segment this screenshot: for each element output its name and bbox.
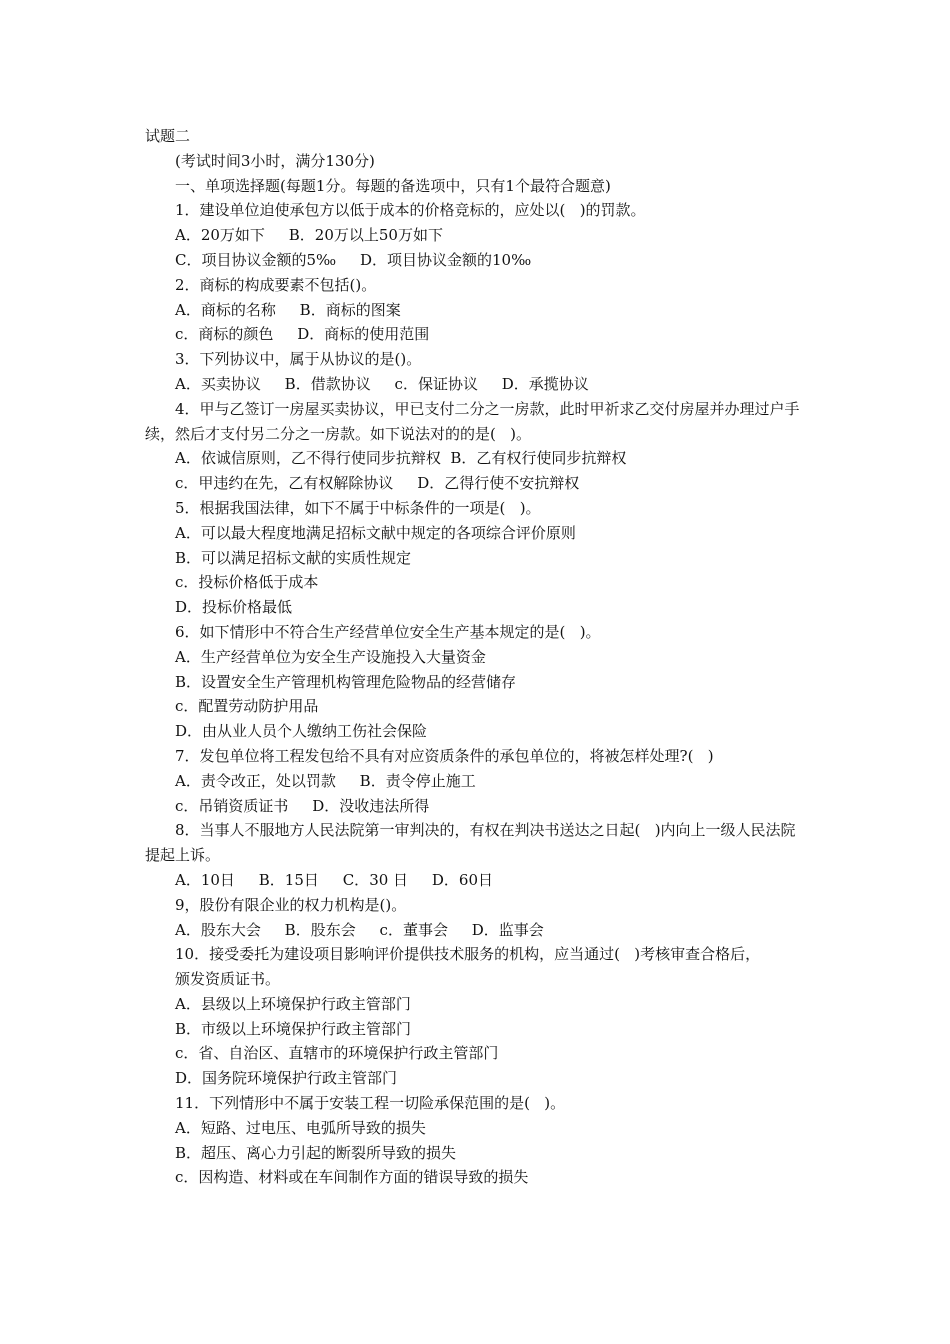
document-page <box>145 124 810 1190</box>
question-10-option-d: D．国务院环境保护行政主管部门 <box>175 1069 398 1088</box>
question-11-option-a: A．短路、过电压、电弧所导致的损失 <box>175 1118 426 1137</box>
question-11-option-b: B．超压、离心力引起的断裂所导致的损失 <box>175 1143 457 1162</box>
question-1-options-b: C．项目协议金额的5‰ D．项目协议金额的10‰ <box>175 250 532 269</box>
question-5-option-d: D．投标价格最低 <box>175 598 293 617</box>
question-2-options-a: A．商标的名称 B．商标的图案 <box>175 300 401 319</box>
question-6-option-d: D．由从业人员个人缴纳工伤社会保险 <box>175 722 428 741</box>
question-5: 5．根据我国法律，如下不属于中标条件的一项是( )。 <box>175 498 541 517</box>
doc-title: 试题二 <box>145 127 191 145</box>
question-2-options-b: c．商标的颜色 D．商标的使用范围 <box>175 325 430 344</box>
question-3-options: A．买卖协议 B．借款协议 c．保证协议 D．承揽协议 <box>175 374 589 393</box>
question-4-options-b: c．甲违约在先，乙有权解除协议 D．乙得行使不安抗辩权 <box>175 474 580 493</box>
question-5-option-b: B．可以满足招标文献的实质性规定 <box>175 548 412 567</box>
question-5-option-a: A．可以最大程度地满足招标文献中规定的各项综合评价原则 <box>175 523 576 542</box>
question-10-option-c: c．省、自治区、直辖市的环境保护行政主管部门 <box>175 1044 499 1063</box>
question-7-options-a: A．责令改正，处以罚款 B．责令停止施工 <box>175 771 476 790</box>
question-10: 10．接受委托为建设项目影响评价提供技术服务的机构，应当通过( )考核审查合格后， <box>175 945 761 964</box>
question-3: 3．下列协议中，属于从协议的是()。 <box>175 350 422 369</box>
question-6-option-b: B．设置安全生产管理机构管理危险物品的经营储存 <box>175 672 517 691</box>
section-heading: 一、单项选择题(每题1分。每题的备选项中，只有1个最符合题意) <box>175 176 611 195</box>
question-8-options: A．10日 B．15日 C．30 日 D．60日 <box>175 870 493 889</box>
question-1-options-a: A．20万如下 B．20万以上50万如下 <box>175 226 443 245</box>
question-2: 2．商标的构成要素不包括()。 <box>175 275 377 294</box>
question-6-option-c: c．配置劳动防护用品 <box>175 697 319 716</box>
exam-info: (考试时间3小时，满分130分) <box>175 151 375 170</box>
question-11-option-c: c．因构造、材料或在车间制作方面的错误导致的损失 <box>175 1168 529 1187</box>
question-10-option-a: A．县级以上环境保护行政主管部门 <box>175 994 411 1013</box>
question-6-option-a: A．生产经营单位为安全生产设施投入大量资金 <box>175 647 486 666</box>
question-11: 11．下列情形中不属于安装工程一切险承保范围的是( )。 <box>175 1094 566 1113</box>
question-9-options: A．股东大会 B．股东会 c．董事会 D．监事会 <box>175 920 544 939</box>
question-7-options-b: c．吊销资质证书 D．没收违法所得 <box>175 796 430 815</box>
question-4: 4．甲与乙签订一房屋买卖协议，甲已支付二分之一房款，此时甲祈求乙交付房屋并办理过户手续，然后才支付另二分之一房款。如下说法对的的是( )。 <box>145 399 800 443</box>
question-10-continued: 颁发资质证书。 <box>175 970 281 989</box>
question-8: 8．当事人不服地方人民法院第一审判决的，有权在判决书送达之日起( )内向上一级人民法院提起上诉。 <box>145 821 796 865</box>
question-7: 7．发包单位将工程发包给不具有对应资质条件的承包单位的，将被怎样处理?( ) <box>175 746 714 765</box>
question-6: 6．如下情形中不符合生产经营单位安全生产基本规定的是( )。 <box>175 622 601 641</box>
question-10-option-b: B．市级以上环境保护行政主管部门 <box>175 1019 412 1038</box>
question-4-options-a: A．依诚信原则，乙不得行使同步抗辩权 B．乙有权行使同步抗辩权 <box>175 449 627 468</box>
question-9: 9，股份有限企业的权力机构是()。 <box>175 895 407 914</box>
question-5-option-c: c．投标价格低于成本 <box>175 573 319 592</box>
question-1: 1．建设单位迫使承包方以低于成本的价格竞标的，应处以( )的罚款。 <box>175 201 646 220</box>
